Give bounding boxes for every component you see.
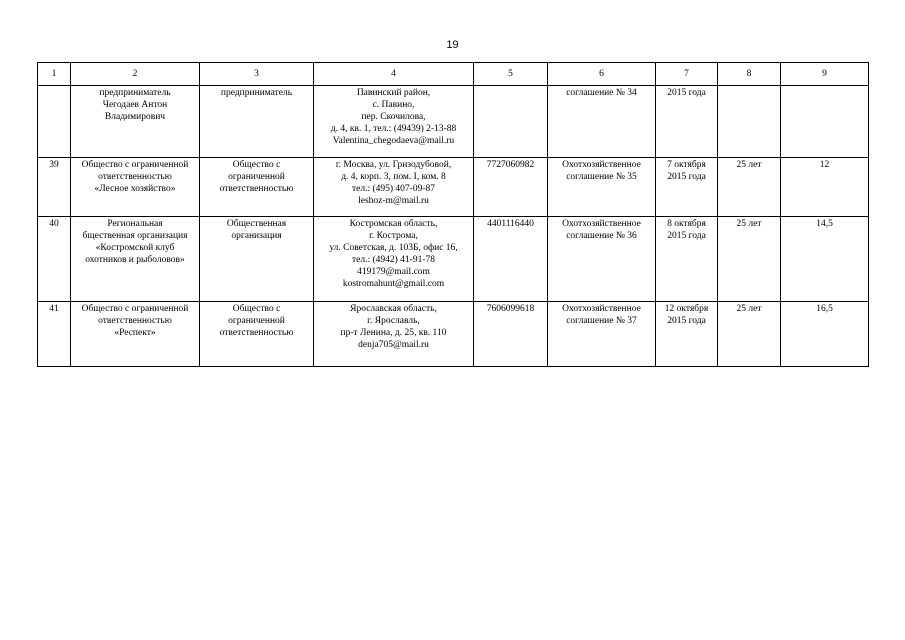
cell-date: 12 октября 2015 года — [656, 302, 718, 367]
table-row — [38, 158, 869, 217]
cell-address: Павинский район, с. Павино, пер. Скочилова, д. 4, кв. 1, тел.: (49439) 2-13-88 Valentina_chegodaeva@mail.ru — [314, 86, 474, 158]
cell-address: г. Москва, ул. Гризодубовой, д. 4, корп. 3, пом. I, ком. 8 тел.: (495) 407-09-87 leshoz-m@mail.ru — [314, 158, 474, 217]
column-header-3: 3 — [200, 63, 314, 86]
cell-user-name: Общество с ограниченной ответственностью «Респект» — [71, 302, 200, 367]
cell-term: 25 лет — [718, 158, 781, 217]
column-header-8: 8 — [718, 63, 781, 86]
column-header-6: 6 — [548, 63, 656, 86]
cell-address: Ярославская область, г. Ярославль, пр-т Ленина, д. 25, кв. 110 denja705@mail.ru — [314, 302, 474, 367]
cell-inn: 7606099618 — [474, 302, 548, 367]
cell-legal-form: Общество с ограниченной ответственностью — [200, 302, 314, 367]
cell-legal-form: предприниматель — [200, 86, 314, 158]
cell-legal-form: Общество с ограниченной ответственностью — [200, 158, 314, 217]
cell-area: 16,5 — [781, 302, 869, 367]
column-header-5: 5 — [474, 63, 548, 86]
cell-address: Костромская область, г. Кострома, ул. Советская, д. 103Б, офис 16, тел.: (4942) 41-91-78 419179@mail.com kostromahunt@gmail.com — [314, 217, 474, 302]
cell-agreement: Охотхозяйственное соглашение № 36 — [548, 217, 656, 302]
cell-area: 14,5 — [781, 217, 869, 302]
cell-term — [718, 86, 781, 158]
cell-area: 12 — [781, 158, 869, 217]
cell-area — [781, 86, 869, 158]
cell-term: 25 лет — [718, 217, 781, 302]
cell-user-name: Общество с ограниченной ответственностью «Лесное хозяйство» — [71, 158, 200, 217]
cell-date: 7 октября 2015 года — [656, 158, 718, 217]
cell-date: 2015 года — [656, 86, 718, 158]
hunting-agreements-table — [37, 62, 869, 367]
cell-inn: 7727060982 — [474, 158, 548, 217]
column-header-1: 1 — [38, 63, 71, 86]
cell-user-name: предприниматель Чегодаев Антон Владимирович — [71, 86, 200, 158]
page-number: 19 — [446, 39, 459, 51]
cell-number: 40 — [38, 217, 71, 302]
cell-agreement: Охотхозяйственное соглашение № 37 — [548, 302, 656, 367]
column-header-7: 7 — [656, 63, 718, 86]
cell-legal-form: Общественная организация — [200, 217, 314, 302]
table-header-row — [38, 63, 869, 86]
column-header-4: 4 — [314, 63, 474, 86]
table-row — [38, 86, 869, 158]
cell-user-name: Региональная бщественная организация «Костромской клуб охотников и рыболовов» — [71, 217, 200, 302]
column-header-9: 9 — [781, 63, 869, 86]
cell-inn: 4401116440 — [474, 217, 548, 302]
cell-inn — [474, 86, 548, 158]
table-row — [38, 302, 869, 367]
cell-number — [38, 86, 71, 158]
cell-date: 8 октября 2015 года — [656, 217, 718, 302]
cell-term: 25 лет — [718, 302, 781, 367]
cell-agreement: соглашение № 34 — [548, 86, 656, 158]
cell-number: 41 — [38, 302, 71, 367]
column-header-2: 2 — [71, 63, 200, 86]
cell-agreement: Охотхозяйственное соглашение № 35 — [548, 158, 656, 217]
cell-number: 39 — [38, 158, 71, 217]
table-row — [38, 217, 869, 302]
